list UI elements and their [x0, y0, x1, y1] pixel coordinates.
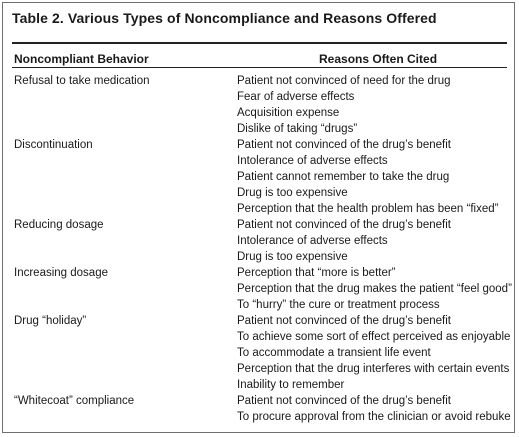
column-header-reasons: Reasons Often Cited	[319, 52, 438, 66]
header-rule	[12, 67, 507, 68]
behavior-cell: Increasing dosage	[14, 267, 108, 279]
reason-cell: Patient not convinced of the drug’s benefit	[237, 315, 451, 327]
reason-cell: To accommodate a transient life event	[237, 347, 431, 359]
reason-cell: Drug is too expensive	[237, 251, 348, 263]
reason-cell: Perception that the health problem has been “fixed”	[237, 203, 499, 215]
reason-cell: Drug is too expensive	[237, 187, 348, 199]
reason-cell: Patient not convinced of the drug’s benefit	[237, 139, 451, 151]
reason-cell: Dislike of taking “drugs”	[237, 123, 358, 135]
reason-cell: To achieve some sort of effect perceived as enjoyable	[237, 331, 511, 343]
reason-cell: To “hurry” the cure or treatment process	[237, 299, 440, 311]
reason-cell: To procure approval from the clinician or avoid rebuke	[237, 411, 511, 423]
behavior-cell: Discontinuation	[14, 139, 93, 151]
reason-cell: Perception that the drug makes the patient “feel good”	[237, 283, 512, 295]
column-header-behavior: Noncompliant Behavior	[14, 52, 149, 66]
reason-cell: Patient not convinced of need for the drug	[237, 75, 451, 87]
behavior-cell: “Whitecoat” compliance	[14, 395, 135, 407]
reason-cell: Intolerance of adverse effects	[237, 235, 388, 247]
reason-cell: Inability to remember	[237, 379, 345, 391]
reason-cell: Patient not convinced of the drug’s benefit	[237, 219, 451, 231]
table-title: Table 2. Various Types of Noncompliance and Reasons Offered	[12, 10, 437, 26]
reason-cell: Fear of adverse effects	[237, 91, 355, 103]
reason-cell: Perception that the drug interferes with certain events	[237, 363, 510, 375]
top-rule	[12, 42, 507, 44]
reason-cell: Patient not convinced of the drug’s benefit	[237, 395, 451, 407]
reason-cell: Intolerance of adverse effects	[237, 155, 388, 167]
behavior-cell: Drug “holiday”	[14, 315, 87, 327]
reason-cell: Patient cannot remember to take the drug	[237, 171, 450, 183]
reason-cell: Acquisition expense	[237, 107, 340, 119]
behavior-cell: Reducing dosage	[14, 219, 104, 231]
behavior-cell: Refusal to take medication	[14, 75, 150, 87]
reason-cell: Perception that “more is better”	[237, 267, 396, 279]
